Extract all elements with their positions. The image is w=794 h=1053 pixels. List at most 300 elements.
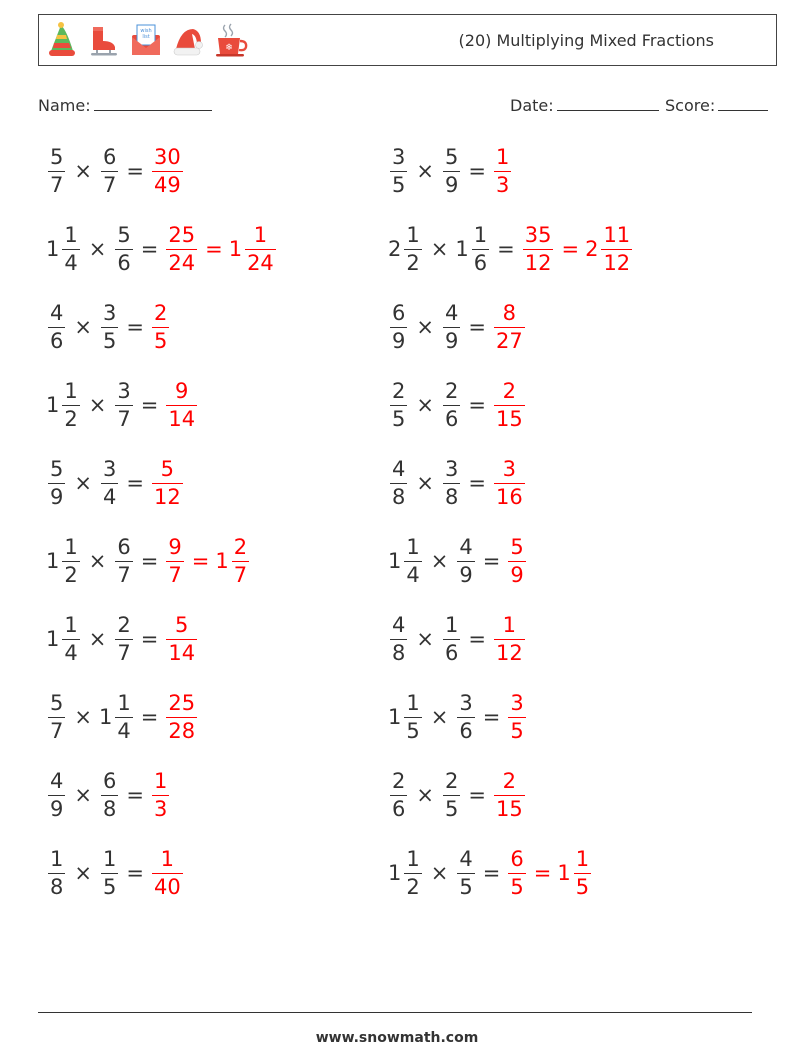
answer-equals-sign: = (205, 237, 223, 261)
factor-a-fraction (390, 612, 407, 665)
answer-fraction (166, 612, 197, 665)
wish-list-envelope-icon (129, 21, 163, 59)
answer-fraction (494, 612, 525, 665)
problem-row (0, 452, 794, 530)
problem-row (0, 374, 794, 452)
factor-b-fraction (443, 144, 460, 197)
factor-b-denominator: 7 (117, 640, 131, 665)
factor-a (388, 456, 409, 509)
answer-mixed-fraction (245, 222, 276, 275)
answer-mixed-numerator: 1 (575, 846, 590, 871)
times-sign: × (88, 393, 107, 417)
factor-b-fraction (115, 690, 132, 743)
date-label: Date: (510, 96, 554, 115)
factor-a (46, 846, 67, 899)
factor-b-numerator: 2 (444, 378, 459, 403)
answer-fraction (166, 690, 197, 743)
envelope-text-list: list (142, 34, 150, 40)
factor-b-numerator: 3 (102, 300, 117, 325)
answer (164, 378, 199, 431)
factor-a-denominator: 9 (392, 328, 406, 353)
factor-b-denominator: 5 (102, 874, 117, 899)
answer (150, 144, 185, 197)
factor-b (99, 846, 120, 899)
answer-mixed-numerator: 2 (233, 534, 248, 559)
answer-numerator: 1 (502, 612, 517, 637)
factor-b-fraction (101, 456, 118, 509)
answer-denominator: 27 (495, 328, 523, 353)
factor-a-denominator: 5 (392, 172, 406, 197)
problem-row (0, 842, 794, 920)
factor-b-numerator: 5 (117, 222, 131, 247)
answer-mixed-denominator: 5 (575, 874, 590, 899)
answer-numerator: 3 (502, 456, 517, 481)
factor-b-numerator: 2 (117, 612, 131, 637)
answer-mixed-numerator: 1 (253, 222, 268, 247)
factor-b-denominator: 9 (444, 328, 459, 353)
factor-b-denominator: 7 (117, 562, 131, 587)
factor-a-fraction (62, 378, 79, 431)
factor-a-denominator: 8 (392, 640, 406, 665)
equals-sign: = (126, 861, 144, 885)
answer-fraction (494, 456, 525, 509)
times-sign: × (74, 471, 92, 495)
factor-a-denominator: 2 (64, 562, 78, 587)
equals-sign: = (468, 783, 486, 807)
worksheet-header (38, 14, 777, 66)
answer-denominator: 9 (510, 562, 524, 587)
answer-numerator: 1 (495, 144, 510, 169)
factor-b-denominator: 7 (102, 172, 117, 197)
factor-b (99, 300, 120, 353)
answer (150, 846, 185, 899)
answer-numerator: 25 (168, 690, 196, 715)
answer-mixed-fraction (232, 534, 249, 587)
answer-numerator: 5 (510, 534, 524, 559)
answer-fraction (152, 846, 183, 899)
factor-a (388, 144, 409, 197)
factor-a-numerator: 5 (50, 690, 64, 715)
factor-a-fraction (404, 846, 421, 899)
factor-b-fraction (115, 378, 132, 431)
answer-equals-sign: = (561, 237, 580, 261)
factor-b-denominator: 6 (444, 640, 459, 665)
factor-a-numerator: 4 (50, 300, 64, 325)
times-sign: × (74, 159, 92, 183)
factor-b-fraction (115, 222, 132, 275)
answer-denominator: 5 (153, 328, 168, 353)
factor-b-fraction (115, 534, 132, 587)
factor-a-numerator: 4 (50, 768, 64, 793)
problem-item (388, 686, 528, 748)
equals-sign: = (482, 861, 501, 885)
problem-item (388, 842, 593, 904)
factor-b-denominator: 9 (459, 562, 473, 587)
answer (492, 612, 527, 665)
equals-sign: = (482, 549, 501, 573)
answer (150, 300, 171, 353)
factor-a (388, 690, 424, 743)
answer-mixed-denominator: 24 (247, 250, 274, 275)
equals-sign: = (140, 237, 159, 261)
factor-b-numerator: 1 (473, 222, 488, 247)
factor-a-whole: 1 (46, 549, 60, 573)
answer-mixed-denominator: 12 (603, 250, 631, 275)
factor-a-fraction (404, 222, 421, 275)
problem-row (0, 140, 794, 218)
name-blank[interactable] (94, 92, 212, 111)
factor-a-fraction (390, 144, 407, 197)
factor-a (388, 222, 424, 275)
answer-fraction (152, 300, 169, 353)
equals-sign: = (140, 627, 159, 651)
answer-denominator: 12 (524, 250, 552, 275)
answer-mixed-whole: 1 (557, 861, 571, 885)
factor-b-denominator: 4 (102, 484, 117, 509)
answer-mixed-whole: 2 (585, 237, 599, 261)
factor-b-denominator: 7 (117, 406, 131, 431)
answer-mixed-numerator: 11 (603, 222, 631, 247)
problem-item (46, 764, 171, 826)
answer-mixed-denominator: 7 (233, 562, 248, 587)
answer (506, 846, 527, 899)
factor-b-fraction (443, 456, 460, 509)
factor-b-numerator: 3 (102, 456, 117, 481)
equals-sign: = (126, 471, 144, 495)
factor-a-denominator: 5 (406, 718, 420, 743)
problem-item (46, 842, 185, 904)
problem-row (0, 608, 794, 686)
times-sign: × (88, 549, 107, 573)
factor-b (441, 300, 462, 353)
equals-sign: = (140, 705, 159, 729)
factor-b-denominator: 5 (102, 328, 117, 353)
factor-a (46, 768, 67, 821)
factor-b-numerator: 2 (444, 768, 459, 793)
score-blank[interactable] (718, 92, 768, 111)
factor-a (388, 378, 409, 431)
answer-fraction (508, 690, 525, 743)
factor-a (388, 300, 409, 353)
factor-b-numerator: 6 (102, 768, 117, 793)
factor-a-denominator: 5 (392, 406, 406, 431)
factor-a-fraction (62, 534, 79, 587)
factor-b (113, 534, 134, 587)
answer-fraction (508, 846, 525, 899)
answer (150, 768, 171, 821)
factor-b-fraction (472, 222, 489, 275)
factor-a-denominator: 2 (406, 250, 420, 275)
problem-item (46, 296, 171, 358)
factor-b-numerator: 6 (117, 534, 131, 559)
equals-sign: = (497, 237, 515, 261)
answer-mixed (557, 846, 593, 899)
problem-item (388, 608, 527, 670)
factor-a (388, 612, 409, 665)
score-field (665, 92, 768, 115)
factor-a-fraction (48, 144, 65, 197)
factor-a-numerator: 6 (392, 300, 406, 325)
answer-mixed-whole: 1 (228, 237, 243, 261)
factor-a-fraction (48, 690, 65, 743)
answer-denominator: 28 (168, 718, 196, 743)
answer-denominator: 40 (153, 874, 181, 899)
problem-row (0, 686, 794, 764)
date-blank[interactable] (557, 92, 659, 111)
factor-a-fraction (48, 300, 65, 353)
factor-a-fraction (48, 768, 65, 821)
answer-fraction (494, 378, 525, 431)
answer-numerator: 5 (175, 612, 189, 637)
problem-item (388, 530, 528, 592)
times-sign: × (430, 861, 449, 885)
factor-b-denominator: 8 (102, 796, 117, 821)
factor-a-whole: 1 (46, 393, 60, 417)
answer-mixed (215, 534, 251, 587)
factor-a-whole: 1 (388, 705, 402, 729)
factor-b-fraction (457, 534, 474, 587)
ice-skate-icon (87, 21, 121, 59)
factor-b (455, 222, 491, 275)
problem-row (0, 530, 794, 608)
answer-denominator: 16 (495, 484, 523, 509)
factor-a-fraction (404, 534, 421, 587)
factor-a-denominator: 6 (50, 328, 64, 353)
times-sign: × (88, 237, 107, 261)
answer (492, 456, 527, 509)
answer-mixed-fraction (574, 846, 591, 899)
answer-denominator: 49 (153, 172, 181, 197)
answer-numerator: 2 (502, 768, 517, 793)
santa-hat-icon (171, 21, 205, 59)
problem-row (0, 218, 794, 296)
factor-a (388, 768, 409, 821)
factor-a-numerator: 2 (392, 768, 406, 793)
factor-a-denominator: 9 (50, 796, 64, 821)
answer-denominator: 14 (168, 406, 196, 431)
factor-b (441, 378, 462, 431)
factor-a-denominator: 8 (392, 484, 406, 509)
factor-b (99, 456, 120, 509)
factor-b-whole: 1 (98, 705, 113, 729)
times-sign: × (430, 549, 449, 573)
times-sign: × (430, 705, 449, 729)
answer-fraction (494, 144, 511, 197)
factor-a-fraction (390, 768, 407, 821)
factor-a-denominator: 2 (406, 874, 420, 899)
answer-numerator: 1 (153, 768, 168, 793)
factor-a-numerator: 4 (392, 612, 406, 637)
answer-denominator: 14 (168, 640, 196, 665)
factor-a-numerator: 1 (406, 534, 420, 559)
factor-a-numerator: 5 (50, 144, 64, 169)
answer (506, 690, 527, 743)
answer-denominator: 24 (168, 250, 196, 275)
factor-b-denominator: 9 (444, 172, 459, 197)
times-sign: × (430, 237, 449, 261)
factor-b (98, 690, 135, 743)
problem-item (46, 686, 199, 748)
times-sign: × (416, 315, 434, 339)
times-sign: × (74, 783, 92, 807)
answer-fraction (494, 300, 525, 353)
factor-a (388, 846, 424, 899)
answer-denominator: 15 (495, 406, 523, 431)
factor-a-denominator: 4 (406, 562, 420, 587)
factor-b-fraction (443, 768, 460, 821)
factor-b-numerator: 4 (459, 846, 473, 871)
factor-a-denominator: 2 (64, 406, 78, 431)
factor-b-denominator: 5 (459, 874, 473, 899)
footer-divider (38, 1012, 752, 1013)
answer-fraction (166, 378, 197, 431)
factor-a-whole: 1 (388, 549, 402, 573)
equals-sign: = (126, 159, 144, 183)
factor-b (113, 612, 134, 665)
equals-sign: = (468, 315, 486, 339)
factor-a-numerator: 1 (64, 612, 78, 637)
answer (164, 612, 199, 665)
factor-a-numerator: 1 (50, 846, 64, 871)
factor-a-numerator: 1 (64, 534, 78, 559)
factor-b-fraction (101, 300, 118, 353)
problem-item (388, 764, 527, 826)
factor-a-numerator: 1 (406, 846, 420, 871)
factor-b-fraction (101, 846, 118, 899)
equals-sign: = (468, 627, 486, 651)
problem-item (46, 608, 199, 670)
answer-equals-sign: = (191, 549, 210, 573)
factor-a (46, 222, 82, 275)
factor-b-denominator: 6 (117, 250, 131, 275)
elf-hat-icon (45, 21, 79, 59)
factor-a-numerator: 2 (392, 378, 406, 403)
problem-item (388, 452, 527, 514)
times-sign: × (416, 471, 434, 495)
footer-url: www.snowmath.com (315, 1030, 479, 1046)
answer-numerator: 5 (160, 456, 175, 481)
equals-sign: = (468, 159, 486, 183)
factor-a-numerator: 1 (406, 222, 420, 247)
times-sign: × (74, 861, 92, 885)
factor-b (455, 846, 476, 899)
times-sign: × (416, 393, 434, 417)
answer-denominator: 5 (510, 718, 524, 743)
answer-numerator: 2 (502, 378, 517, 403)
answer-fraction (523, 222, 554, 275)
equals-sign: = (468, 471, 486, 495)
factor-a (46, 144, 67, 197)
answer-denominator: 5 (510, 874, 524, 899)
problem-item (388, 374, 527, 436)
factor-a-denominator: 4 (64, 250, 78, 275)
answer-denominator: 12 (495, 640, 523, 665)
factor-b-denominator: 4 (117, 718, 131, 743)
answer-fraction (508, 534, 525, 587)
factor-a (46, 612, 82, 665)
problem-item (388, 296, 527, 358)
factor-a-numerator: 4 (392, 456, 406, 481)
factor-a-denominator: 6 (392, 796, 406, 821)
answer (492, 300, 527, 353)
factor-a-denominator: 9 (50, 484, 64, 509)
factor-a (46, 690, 67, 743)
factor-b-fraction (443, 300, 460, 353)
answer-fraction (152, 456, 183, 509)
factor-b-denominator: 6 (459, 718, 473, 743)
factor-a-fraction (390, 378, 407, 431)
answer (164, 534, 185, 587)
answer (521, 222, 556, 275)
factor-b-denominator: 6 (444, 406, 459, 431)
factor-a-numerator: 1 (64, 378, 78, 403)
factor-a-numerator: 5 (50, 456, 64, 481)
factor-b-fraction (101, 144, 118, 197)
factor-a (46, 378, 82, 431)
name-label: Name: (38, 96, 91, 115)
header-icons (45, 21, 251, 59)
factor-b-whole: 1 (455, 237, 469, 261)
factor-a-fraction (48, 846, 65, 899)
answer-numerator: 6 (510, 846, 524, 871)
answer (492, 378, 527, 431)
factor-b (113, 378, 134, 431)
factor-a-fraction (390, 300, 407, 353)
answer-denominator: 15 (495, 796, 523, 821)
equals-sign: = (140, 549, 159, 573)
problem-item (46, 452, 185, 514)
equals-sign: = (468, 393, 486, 417)
factor-b-denominator: 5 (444, 796, 459, 821)
factor-b (441, 612, 462, 665)
problem-item (46, 530, 251, 592)
factor-a-fraction (48, 456, 65, 509)
factor-b-numerator: 4 (459, 534, 473, 559)
factor-a-whole: 1 (388, 861, 402, 885)
factor-a-whole: 1 (46, 627, 60, 651)
problem-item (388, 140, 513, 202)
factor-a-numerator: 1 (64, 222, 78, 247)
answer-denominator: 7 (168, 562, 182, 587)
factor-b-numerator: 1 (117, 690, 131, 715)
factor-b (113, 222, 134, 275)
factor-b-numerator: 1 (102, 846, 117, 871)
answer-fraction (166, 534, 183, 587)
answer-denominator: 3 (153, 796, 168, 821)
equals-sign: = (482, 705, 501, 729)
factor-a-fraction (404, 690, 421, 743)
factor-a-denominator: 8 (50, 874, 64, 899)
times-sign: × (416, 627, 434, 651)
answer-numerator: 8 (502, 300, 517, 325)
factor-a-denominator: 4 (64, 640, 78, 665)
answer-denominator: 12 (153, 484, 181, 509)
date-field (510, 92, 659, 115)
answer (492, 768, 527, 821)
factor-b-numerator: 3 (459, 690, 473, 715)
factor-a-denominator: 7 (50, 718, 64, 743)
factor-b-numerator: 3 (444, 456, 459, 481)
factor-b (441, 456, 462, 509)
answer-numerator: 9 (175, 378, 189, 403)
answer-numerator: 2 (153, 300, 168, 325)
answer-numerator: 3 (510, 690, 524, 715)
times-sign: × (416, 783, 434, 807)
factor-b (441, 768, 462, 821)
equals-sign: = (126, 783, 144, 807)
problem-item (46, 218, 278, 280)
problem-item (46, 140, 185, 202)
